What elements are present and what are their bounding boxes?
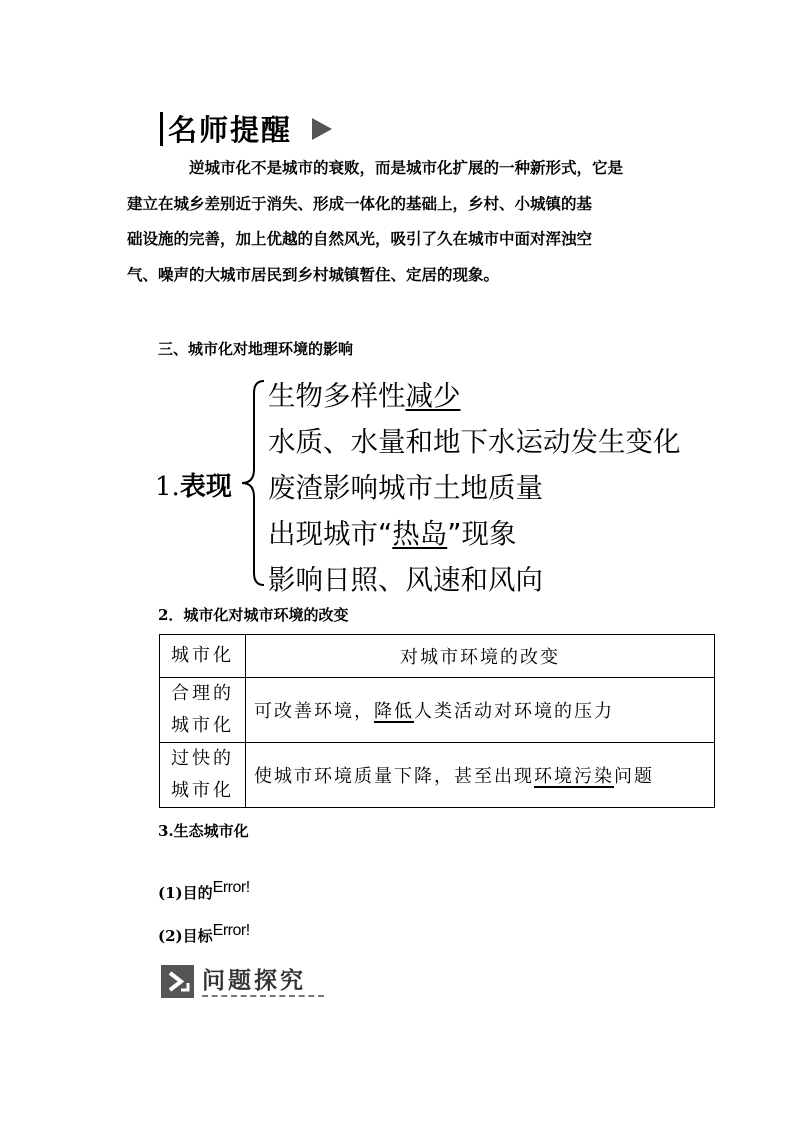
tip-line: 逆城市化不是城市的衰败，而是城市化扩展的一种新形式，它是 xyxy=(189,158,624,177)
item1-number: 1. xyxy=(155,472,180,502)
table-cell: 合理的 城市化 xyxy=(160,678,246,743)
tip-title: 名师提醒 xyxy=(168,113,293,147)
tip-paragraph xyxy=(127,150,688,292)
banner-title: 问题探究 xyxy=(202,968,306,994)
table-row xyxy=(160,743,715,808)
table-cell: 可改善环境，降低人类活动对环境的压力 xyxy=(246,678,715,743)
tip-line: 气、噪声的大城市居民到乡村城镇暂住、定居的现象。 xyxy=(127,264,500,284)
section-heading: 三、城市化对地理环境的影响 xyxy=(158,340,354,358)
item2-title: 2．城市化对城市环境的改变 xyxy=(158,606,349,624)
table-row xyxy=(160,635,715,678)
error-field: Error! xyxy=(212,879,250,896)
banner-underline xyxy=(202,995,324,997)
item1-entry: 出现城市“热岛”现象 xyxy=(268,518,517,550)
item1-entry: 生物多样性减少 xyxy=(268,380,461,412)
item1-label xyxy=(155,466,232,503)
table-header-cell: 对城市环境的改变 xyxy=(246,635,715,678)
table-header-cell: 城市化 xyxy=(160,635,246,678)
triangle-right-icon xyxy=(312,118,332,140)
arrow-right-icon xyxy=(161,965,194,998)
item3-sub1: (1)目的Error! xyxy=(158,879,250,902)
item1-entry: 影响日照、风速和风向 xyxy=(268,564,543,596)
curly-brace xyxy=(238,377,268,589)
item1-text: 表现 xyxy=(179,472,232,502)
item1-entry: 水质、水量和地下水运动发生变化 xyxy=(268,426,681,458)
urbanization-table xyxy=(159,634,715,808)
error-field: Error! xyxy=(212,922,250,939)
table-row xyxy=(160,678,715,743)
item1-entry: 废渣影响城市土地质量 xyxy=(268,472,543,504)
item3-sub2: (2)目标Error! xyxy=(158,922,250,945)
header-bar xyxy=(160,112,163,146)
table-cell: 过快的 城市化 xyxy=(160,743,246,808)
table-cell: 使城市环境质量下降，甚至出现环境污染问题 xyxy=(246,743,715,808)
tip-line: 建立在城乡差别近于消失、形成一体化的基础上，乡村、小城镇的基 xyxy=(127,193,593,213)
item3-title: 3.生态城市化 xyxy=(158,822,249,840)
tip-line: 础设施的完善，加上优越的自然风光，吸引了久在城市中面对浑浊空 xyxy=(127,229,593,248)
